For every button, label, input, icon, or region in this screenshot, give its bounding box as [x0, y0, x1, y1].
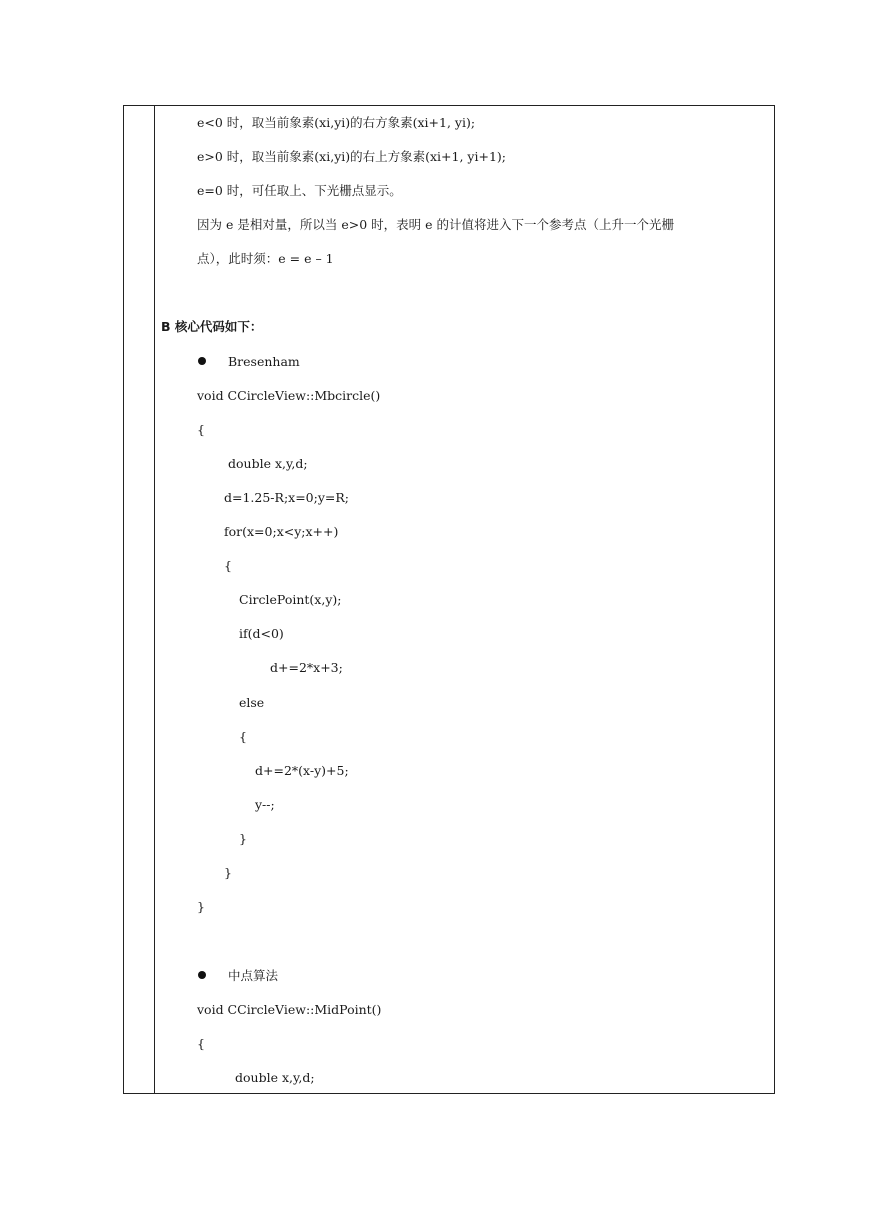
code-line: {: [224, 558, 232, 573]
code-line: double x,y,d;: [235, 1070, 315, 1085]
intro-line: e=0 时，可任取上、下光栅点显示。: [197, 183, 402, 198]
bullet-icon: [198, 971, 206, 979]
code-line: if(d<0): [239, 626, 284, 641]
code-line: {: [197, 422, 205, 437]
code-line: for(x=0;x<y;x++): [224, 524, 339, 539]
code-line: d=1.25-R;x=0;y=R;: [224, 490, 349, 505]
intro-line: e>0 时，取当前象素(xi,yi)的右上方象素(xi+1, yi+1);: [197, 149, 507, 164]
table-left-column: [124, 106, 155, 1093]
bullet-label-midpoint: 中点算法: [228, 968, 279, 983]
intro-line: 点），此时须：e = e – 1: [197, 251, 334, 266]
code-line: d+=2*x+3;: [270, 660, 343, 675]
code-line: CirclePoint(x,y);: [239, 592, 342, 607]
code-line: {: [197, 1036, 205, 1051]
code-line: }: [197, 899, 205, 914]
bullet-icon: [198, 357, 206, 365]
code-line: void CCircleView::Mbcircle(): [197, 388, 381, 403]
code-line: double x,y,d;: [228, 456, 308, 471]
code-line: y--;: [255, 797, 275, 812]
code-line: void CCircleView::MidPoint(): [197, 1002, 382, 1017]
bullet-label-bresenham: Bresenham: [228, 354, 300, 369]
section-heading: B 核心代码如下：: [161, 319, 263, 334]
code-line: }: [224, 865, 232, 880]
intro-line: e<0 时，取当前象素(xi,yi)的右方象素(xi+1, yi);: [197, 115, 476, 130]
code-line: }: [239, 831, 247, 846]
intro-line: 因为 e 是相对量，所以当 e>0 时，表明 e 的计值将进入下一个参考点（上升一个光栅: [197, 217, 674, 232]
code-line: {: [239, 729, 247, 744]
code-line: else: [239, 695, 265, 710]
code-line: d+=2*(x-y)+5;: [255, 763, 349, 778]
